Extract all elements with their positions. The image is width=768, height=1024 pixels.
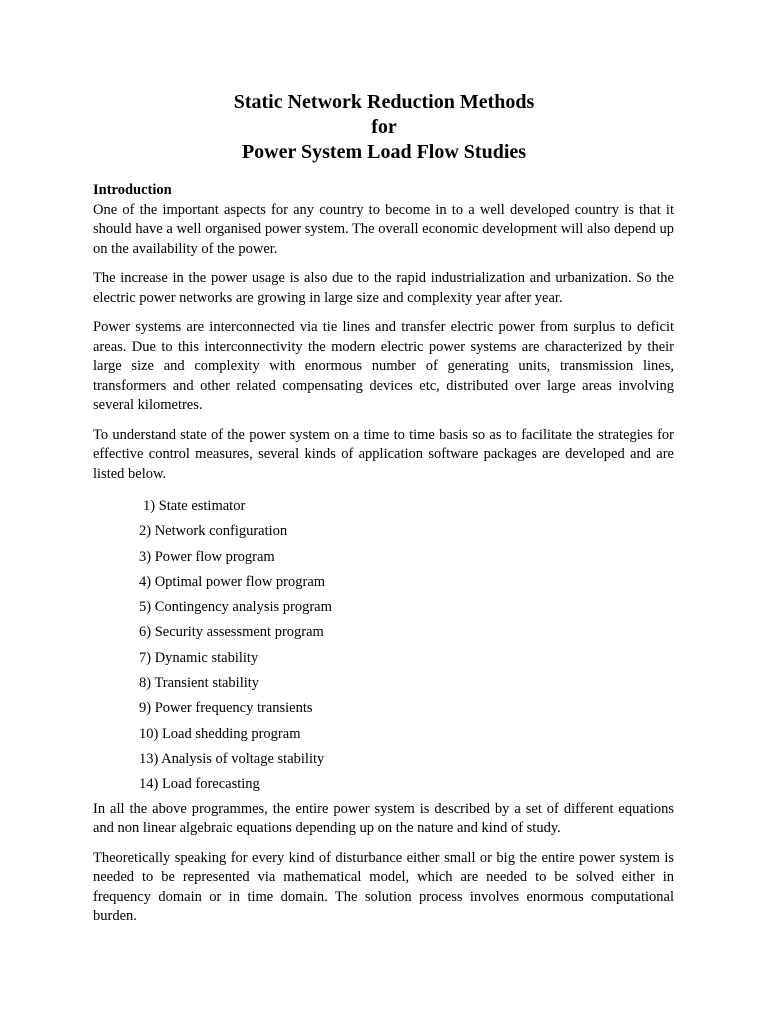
title-line-1: Static Network Reduction Methods [233, 91, 535, 113]
document-body [93, 181, 674, 937]
list-item: 7) Dynamic stability [139, 649, 259, 666]
introduction-heading: Introduction [93, 182, 172, 198]
list-item: 5) Contingency analysis program [139, 599, 332, 616]
list-item: 2) Network configuration [139, 523, 288, 540]
paragraph-2: The increase in the power usage is also due to the rapid industrialization and urbanization. So the electric power networks are growing in large size and complexity year after year. [93, 270, 674, 306]
paragraph-1: One of the important aspects for any country to become in to a well developed country is that it should have a well organised power system. The overall economic development will also depend up on the availability of the power. [93, 201, 674, 257]
list-item: 1) State estimator [143, 498, 246, 514]
title-line-3: Power System Load Flow Studies [241, 141, 527, 163]
software-packages-list [139, 494, 674, 798]
list-item: 8) Transient stability [139, 675, 260, 692]
list-item: 14) Load forecasting [139, 776, 260, 793]
paragraph-5: In all the above programmes, the entire power system is described by a set of different equations and non linear algebraic equations depending up on the nature and kind of study. [93, 800, 674, 837]
list-item: 4) Optimal power flow program [139, 573, 326, 590]
list-item: 10) Load shedding program [139, 725, 301, 742]
title-line-2: for [371, 116, 397, 138]
paragraph-3: Power systems are interconnected via tie lines and transfer electric power from surplus to deficit areas. Due to this interconnectivity the modern electric power systems are characterized by their large size and complexity with enormous number of generating units, transmission lines, transformers and other related compensating devices etc, distributed over large areas involving several kilometres. [93, 319, 674, 413]
list-item: 9) Power frequency transients [139, 700, 313, 717]
list-item: 13) Analysis of voltage stability [139, 750, 325, 767]
paragraph-6: Theoretically speaking for every kind of disturbance either small or big the entire power system is needed to be represented via mathematical model, which are needed to be solved either in frequency domain or in time domain. The solution process involves enormous computational burden. [93, 849, 674, 925]
list-item: 6) Security assessment program [139, 624, 324, 641]
list-item: 3) Power flow program [139, 548, 275, 565]
paragraph-4: To understand state of the power system on a time to time basis so as to facilitate the strategies for effective control measures, several kinds of application software packages are developed and are listed below. [93, 426, 674, 482]
